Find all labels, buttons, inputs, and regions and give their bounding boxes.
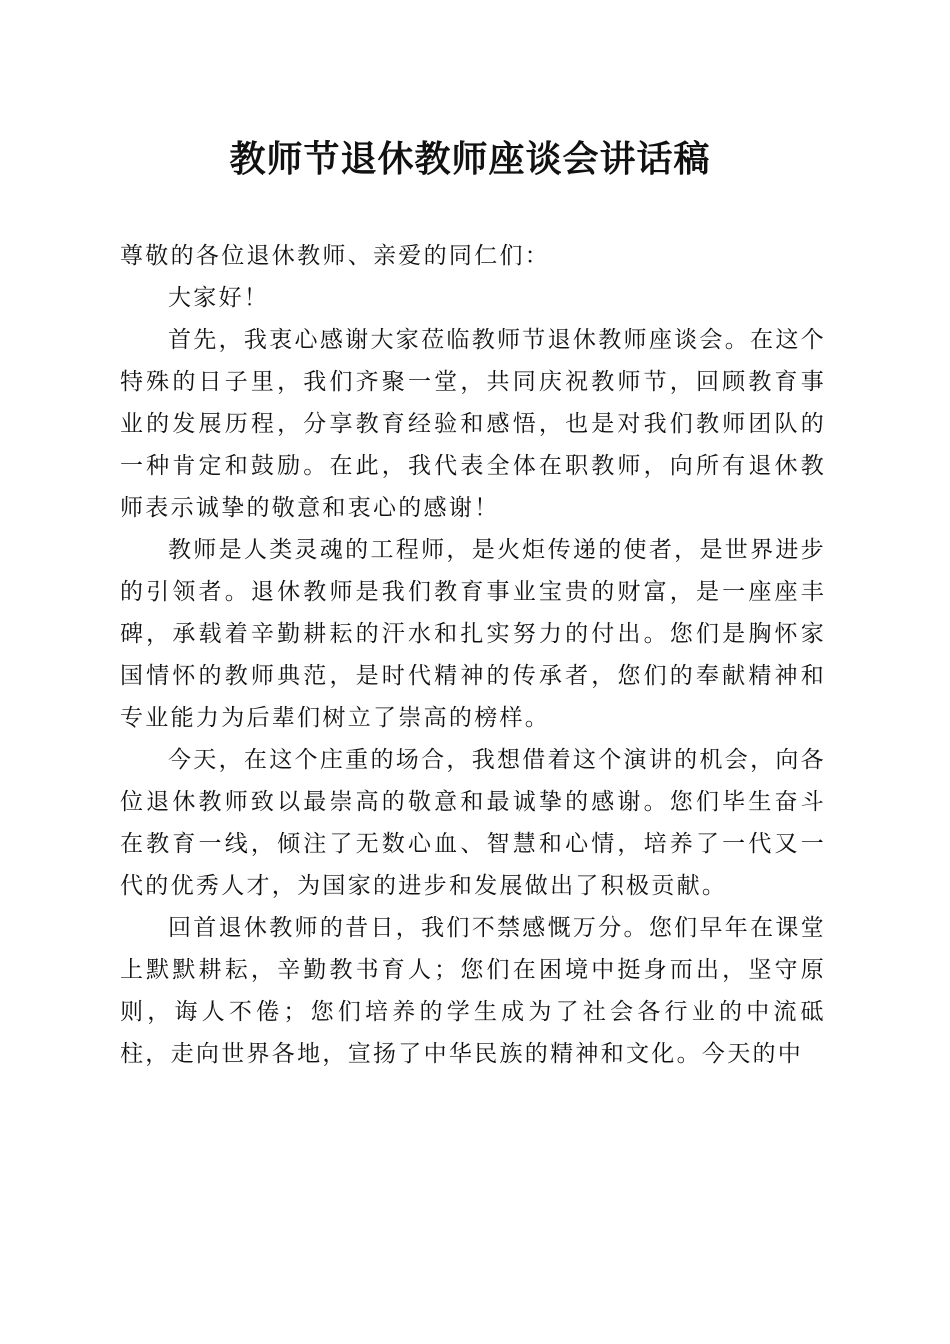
paragraph-2: 教师是人类灵魂的工程师，是火炬传递的使者，是世界进步的引领者。退休教师是我们教育事业宝贵的财富，是一座座丰碑，承载着辛勤耕耘的汗水和扎实努力的付出。您们是胸怀家国情怀的教师典范，是时代精神的传承者，您们的奉献精神和专业能力为后辈们树立了崇高的榜样。 xyxy=(120,537,826,731)
paragraph-4: 回首退休教师的昔日，我们不禁感慨万分。您们早年在课堂上默默耕耘，辛勤教书育人；您们在困境中挺身而出，坚守原则，诲人不倦；您们培养的学生成为了社会各行业的中流砥柱，走向世界各地，宣扬了中华民族的精神和文化。今天的中 xyxy=(120,915,826,1067)
paragraph-1: 首先，我衷心感谢大家莅临教师节退休教师座谈会。在这个特殊的日子里，我们齐聚一堂，共同庆祝教师节，回顾教育事业的发展历程，分享教育经验和感悟，也是对我们教师团队的一种肯定和鼓励。在此，我代表全体在职教师，向所有退休教师表示诚挚的敬意和衷心的感谢！ xyxy=(120,327,826,521)
document-title: 教师节退休教师座谈会讲话稿 xyxy=(229,139,711,180)
salutation: 尊敬的各位退休教师、亲爱的同仁们： xyxy=(120,243,551,269)
paragraph-3: 今天，在这个庄重的场合，我想借着这个演讲的机会，向各位退休教师致以最崇高的敬意和最诚挚的感谢。您们毕生奋斗在教育一线，倾注了无数心血、智慧和心情，培养了一代又一代的优秀人才，为国家的进步和发展做出了积极贡献。 xyxy=(120,747,826,899)
greeting: 大家好！ xyxy=(168,285,270,311)
document-body xyxy=(120,235,826,1075)
